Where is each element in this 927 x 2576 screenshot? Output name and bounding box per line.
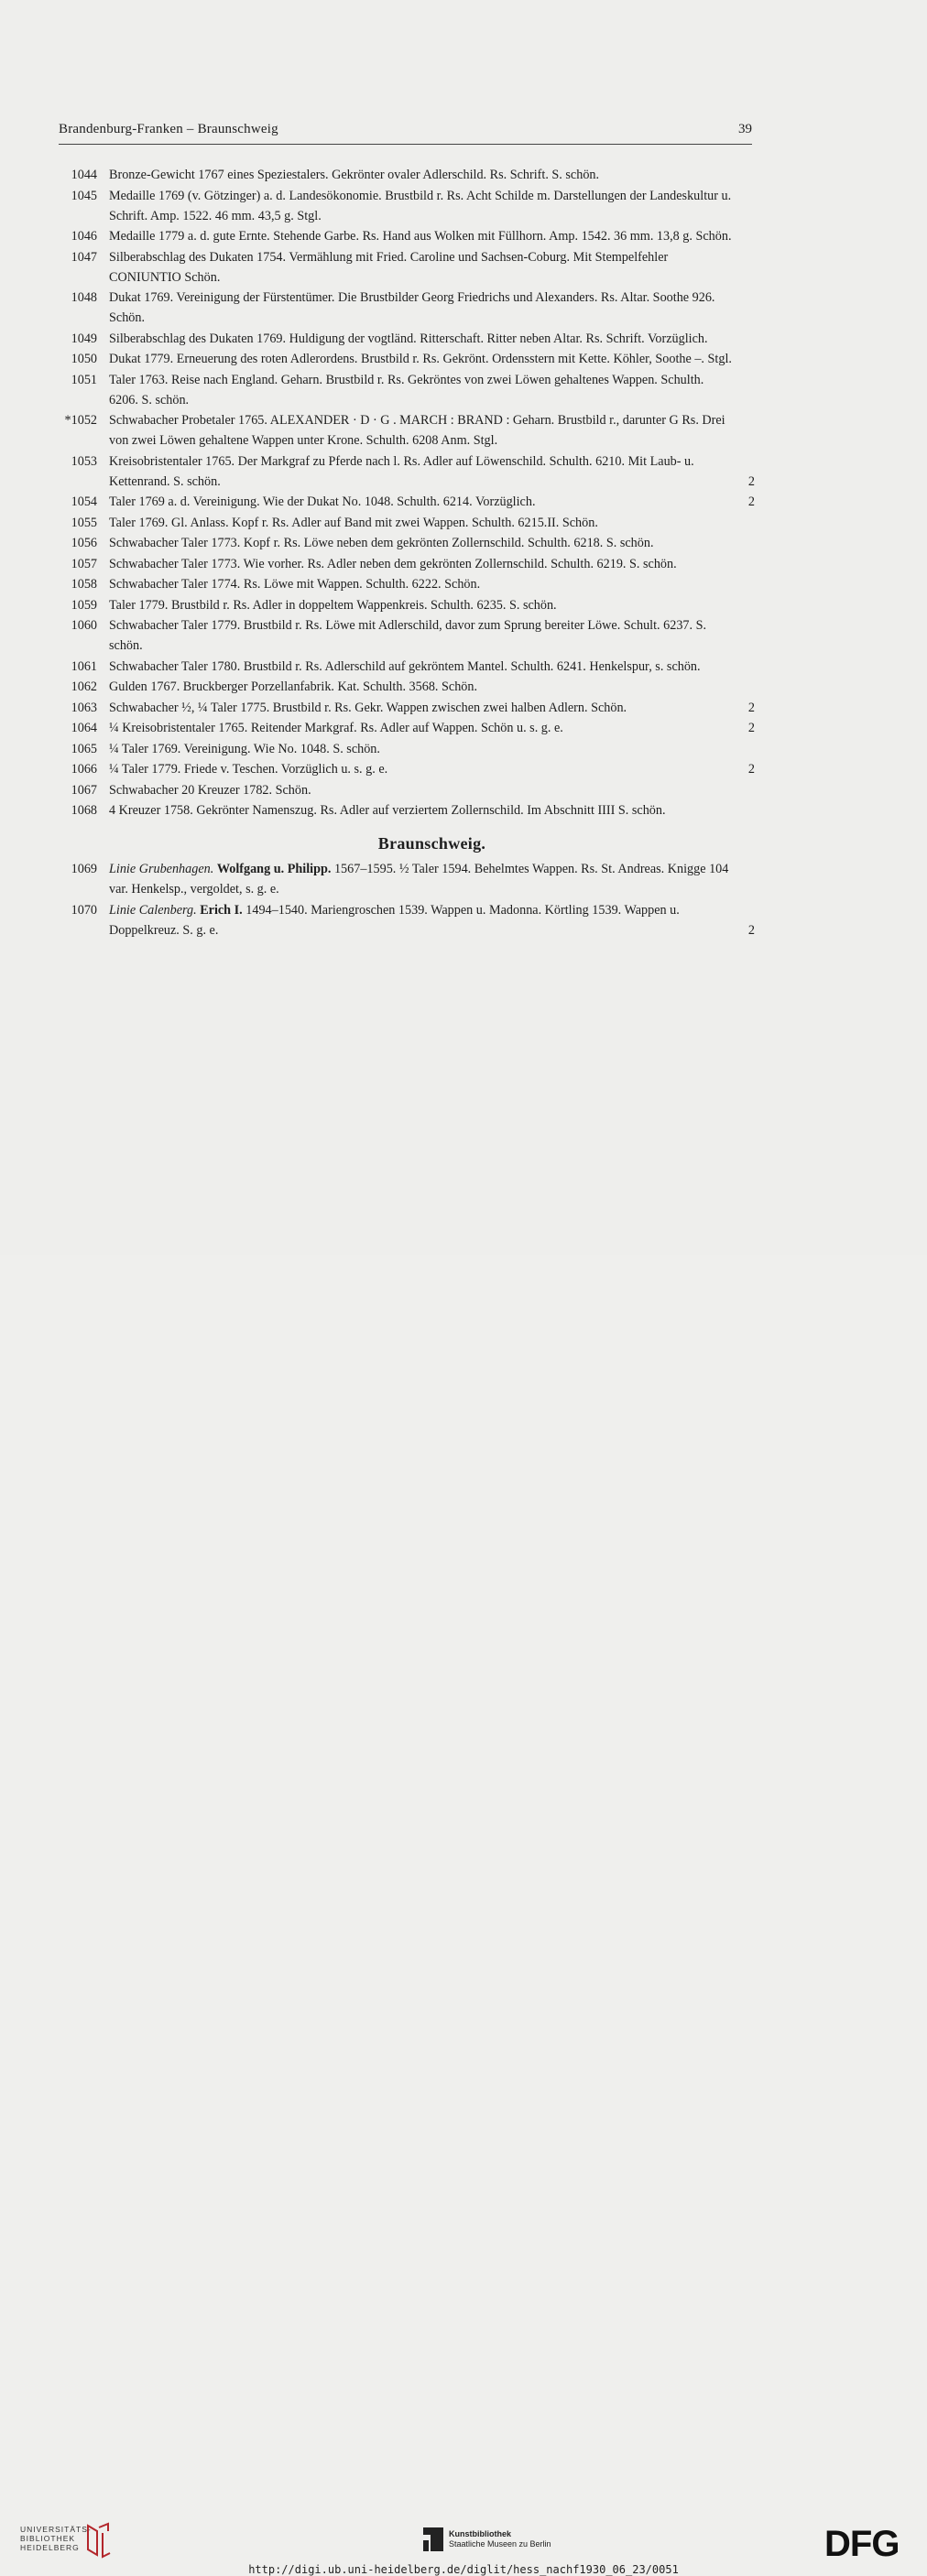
- lot-number: 1049: [71, 331, 97, 346]
- lot-text: Medaille 1769 (v. Götzinger) a. d. Landesökonomie. Brustbild r. Rs. Acht Schilde m. Darstellungen der Landeskultur u. Schrift. Amp. 1522. 46 mm. 43,5 g. Stgl.: [109, 188, 732, 223]
- lot-entry: [59, 370, 755, 410]
- kunstbibliothek-logo[interactable]: Kunstbibliothek Staatliche Museen zu Berlin: [449, 2529, 551, 2549]
- lot-number: 1062: [71, 679, 97, 694]
- lot-entry: [59, 859, 755, 899]
- lot-entry: [59, 698, 755, 718]
- lot-number: *1052: [64, 413, 97, 428]
- lot-number: 1069: [71, 862, 97, 876]
- lot-entry: [59, 247, 755, 288]
- lot-entry: [59, 533, 755, 553]
- lot-entry: [59, 451, 755, 492]
- lot-number: 1064: [71, 721, 97, 735]
- lot-number: 1068: [71, 803, 97, 818]
- lot-entry: [59, 574, 755, 594]
- lot-entry: [59, 739, 755, 759]
- lot-description: [109, 495, 536, 509]
- lot-description: [109, 250, 668, 285]
- lot-description: [109, 454, 694, 489]
- ub-heidelberg-mark-icon: [84, 2522, 114, 2559]
- lot-number: 1044: [71, 168, 97, 182]
- lot-description: [109, 659, 701, 674]
- permalink-url[interactable]: http://digi.ub.uni-heidelberg.de/diglit/hess_nachf1930_06_23/0051: [248, 2563, 679, 2576]
- lot-text: 4 Kreuzer 1758. Gekrönter Namenszug. Rs. Adler auf verziertem Zollernschild. Im Abschnitt IIII S. schön.: [109, 803, 666, 818]
- dynasty-line: Linie Calenberg.: [109, 902, 197, 918]
- lot-text: Schwabacher Taler 1780. Brustbild r. Rs. Adlerschild auf gekröntem Mantel. Schulth. 6241. Henkelspur, s. schön.: [109, 658, 701, 674]
- lot-entry: [59, 410, 755, 451]
- lot-entry: [59, 165, 755, 185]
- lot-entry: [59, 759, 755, 779]
- lot-description: [109, 352, 732, 366]
- lot-text: Taler 1769 a. d. Vereinigung. Wie der Dukat No. 1048. Schulth. 6214. Vorzüglich.: [109, 495, 536, 509]
- lot-price: 2: [747, 473, 755, 489]
- lot-description: [109, 701, 627, 715]
- lot-entry: [59, 800, 755, 821]
- lot-entry: [59, 900, 755, 940]
- lot-description: [109, 413, 725, 448]
- lot-text: Taler 1779. Brustbild r. Rs. Adler in doppeltem Wappenkreis. Schulth. 6235. S. schön.: [109, 597, 557, 613]
- lot-number: 1047: [71, 249, 97, 265]
- lot-number: 1070: [71, 902, 97, 918]
- lot-entry: [59, 677, 755, 697]
- lot-description: [109, 783, 311, 798]
- ruler-name: Erich I.: [200, 902, 243, 918]
- page-number: 39: [738, 122, 752, 136]
- lot-description: [109, 229, 732, 244]
- lot-description: [109, 721, 563, 735]
- lot-number: 1057: [71, 556, 97, 571]
- lot-number: 1051: [71, 372, 97, 387]
- lot-description: [109, 332, 708, 346]
- lot-text: Silberabschlag des Dukaten 1754. Vermählung mit Fried. Caroline und Sachsen-Coburg. Mit Stempelfehler CONIUNTIO Schön.: [109, 249, 669, 285]
- lot-description: [109, 903, 680, 938]
- lot-number: 1054: [71, 495, 97, 509]
- lot-description: [109, 762, 387, 777]
- dfg-logo[interactable]: DFG: [824, 2524, 900, 2564]
- lot-number: 1050: [71, 352, 97, 366]
- lot-number: 1059: [71, 597, 97, 613]
- lot-number: 1061: [71, 658, 97, 674]
- lot-description: [109, 290, 714, 325]
- lot-description: [109, 679, 477, 694]
- lot-description: [109, 598, 557, 613]
- lot-description: [109, 536, 654, 550]
- dynasty-line: Linie Grubenhagen.: [109, 862, 214, 876]
- lot-description: [109, 577, 480, 592]
- lot-entry: [59, 329, 755, 349]
- lot-price: 2: [747, 762, 755, 777]
- lot-text: Dukat 1779. Erneuerung des roten Adlerordens. Brustbild r. Rs. Gekrönt. Ordensstern mit Kette. Köhler, Soothe –. Stgl.: [109, 352, 732, 366]
- lot-entry: [59, 288, 755, 328]
- lot-text: Schwabacher 20 Kreuzer 1782. Schön.: [109, 782, 311, 798]
- lot-text: ¼ Kreisobristentaler 1765. Reitender Markgraf. Rs. Adler auf Wappen. Schön u. s. g. e.: [109, 721, 563, 735]
- lot-description: [109, 189, 731, 223]
- lot-price: 2: [747, 721, 755, 735]
- lot-text: Schwabacher Probetaler 1765. ALEXANDER · D · G . MARCH : BRAND : Geharn. Brustbild r., darunter G Rs. Drei von zwei Löwen gehaltene Wappen unter Krone. Schulth. 6208 Anm. Stgl.: [109, 413, 725, 448]
- lot-number: 1048: [71, 290, 97, 305]
- lot-number: 1063: [71, 700, 97, 715]
- lot-number: 1066: [71, 762, 97, 777]
- lot-text: Schwabacher Taler 1773. Wie vorher. Rs. Adler neben dem gekrönten Zollernschild. Schulth. 6219. S. schön.: [109, 556, 677, 571]
- lot-entry: [59, 615, 755, 656]
- lot-entry: [59, 513, 755, 533]
- lot-description: [109, 373, 703, 408]
- lot-price: 2: [747, 495, 755, 509]
- lot-text: Silberabschlag des Dukaten 1769. Huldigung der vogtländ. Ritterschaft. Ritter neben Altar. Rs. Schrift. Vorzüglich.: [109, 331, 708, 346]
- footer-bar: [0, 1255, 927, 2576]
- lot-number: 1060: [71, 618, 97, 633]
- lot-entry: [59, 595, 755, 615]
- lot-entry: [59, 186, 755, 226]
- lot-entry: [59, 718, 755, 738]
- lot-description: [109, 862, 728, 897]
- lot-text: Schwabacher Taler 1774. Rs. Löwe mit Wappen. Schulth. 6222. Schön.: [109, 577, 481, 592]
- lot-text: Medaille 1779 a. d. gute Ernte. Stehende Garbe. Rs. Hand aus Wolken mit Füllhorn. Amp. 1542. 36 mm. 13,8 g. Schön.: [109, 229, 732, 244]
- header-rule: [59, 144, 752, 145]
- lot-text: Kreisobristentaler 1765. Der Markgraf zu Pferde nach l. Rs. Adler auf Löwenschild. Schulth. 6210. Mit Laub- u. Kettenrand. S. schön.: [109, 453, 694, 489]
- lot-number: 1055: [71, 515, 97, 530]
- ruler-name: Wolfgang u. Philipp.: [216, 862, 332, 876]
- lot-text: 1567–1595. ½ Taler 1594. Behelmtes Wappen. Rs. St. Andreas. Knigge 104 var. Henkelsp., vergoldet, s. g. e.: [109, 862, 729, 897]
- lot-number: 1065: [71, 741, 97, 756]
- lot-text: Taler 1769. Gl. Anlass. Kopf r. Rs. Adler auf Band mit zwei Wappen. Schulth. 6215.II. Schön.: [109, 515, 598, 530]
- section-title: Braunschweig.: [377, 834, 486, 853]
- catalog-page: [0, 0, 927, 1255]
- lot-description: [109, 168, 599, 182]
- lot-entry: [59, 492, 755, 512]
- running-header: [59, 122, 752, 142]
- ub-heidelberg-logo[interactable]: UNIVERSITÄTS- BIBLIOTHEK HEIDELBERG: [20, 2525, 92, 2552]
- lot-text: ¼ Taler 1769. Vereinigung. Wie No. 1048. S. schön.: [109, 741, 380, 756]
- lot-text: Taler 1763. Reise nach England. Geharn. Brustbild r. Rs. Gekröntes von zwei Löwen gehaltenes Wappen. Schulth. 6206. S. schön.: [109, 372, 704, 408]
- lot-description: [109, 803, 666, 818]
- lot-description: [109, 557, 677, 571]
- kunstbibliothek-mark-icon: [423, 2527, 443, 2551]
- running-title: Brandenburg-Franken – Braunschweig: [59, 122, 278, 136]
- lot-number: 1067: [71, 782, 97, 798]
- lot-price: 2: [747, 700, 755, 715]
- lot-text: Schwabacher Taler 1779. Brustbild r. Rs. Löwe mit Adlerschild, davor zum Sprung bereiter Löwe. Schult. 6237. S. schön.: [109, 618, 707, 653]
- lot-number: 1058: [71, 577, 97, 592]
- lot-number: 1053: [71, 453, 97, 469]
- lot-description: [109, 516, 598, 530]
- lot-entry: [59, 349, 755, 369]
- lot-text: Bronze-Gewicht 1767 eines Speziestalers. Gekrönter ovaler Adlerschild. Rs. Schrift. S. schön.: [109, 168, 600, 182]
- lot-description: [109, 742, 380, 756]
- lot-text: 1494–1540. Mariengroschen 1539. Wappen u. Madonna. Körtling 1539. Wappen u. Doppelkreuz. S. g. e.: [109, 902, 680, 938]
- lot-text: ¼ Taler 1779. Friede v. Teschen. Vorzüglich u. s. g. e.: [109, 762, 388, 777]
- lot-list: [59, 165, 755, 940]
- lot-price: 2: [747, 922, 755, 938]
- lot-number: 1056: [71, 536, 97, 550]
- lot-text: Gulden 1767. Bruckberger Porzellanfabrik. Kat. Schulth. 3568. Schön.: [109, 679, 478, 694]
- lot-text: Schwabacher ½, ¼ Taler 1775. Brustbild r. Rs. Gekr. Wappen zwischen zwei halben Adlern. Schön.: [109, 700, 627, 715]
- lot-entry: [59, 226, 755, 246]
- lot-number: 1045: [71, 188, 97, 203]
- lot-text: Dukat 1769. Vereinigung der Fürstentümer. Die Brustbilder Georg Friedrichs und Alexanders. Rs. Altar. Soothe 926. Schön.: [109, 290, 715, 325]
- lot-entry: [59, 554, 755, 574]
- lot-number: 1046: [71, 229, 97, 244]
- lot-entry: [59, 780, 755, 800]
- lot-text: Schwabacher Taler 1773. Kopf r. Rs. Löwe neben dem gekrönten Zollernschild. Schulth. 6218. S. schön.: [109, 536, 654, 550]
- lot-entry: [59, 657, 755, 677]
- lot-description: [109, 618, 706, 653]
